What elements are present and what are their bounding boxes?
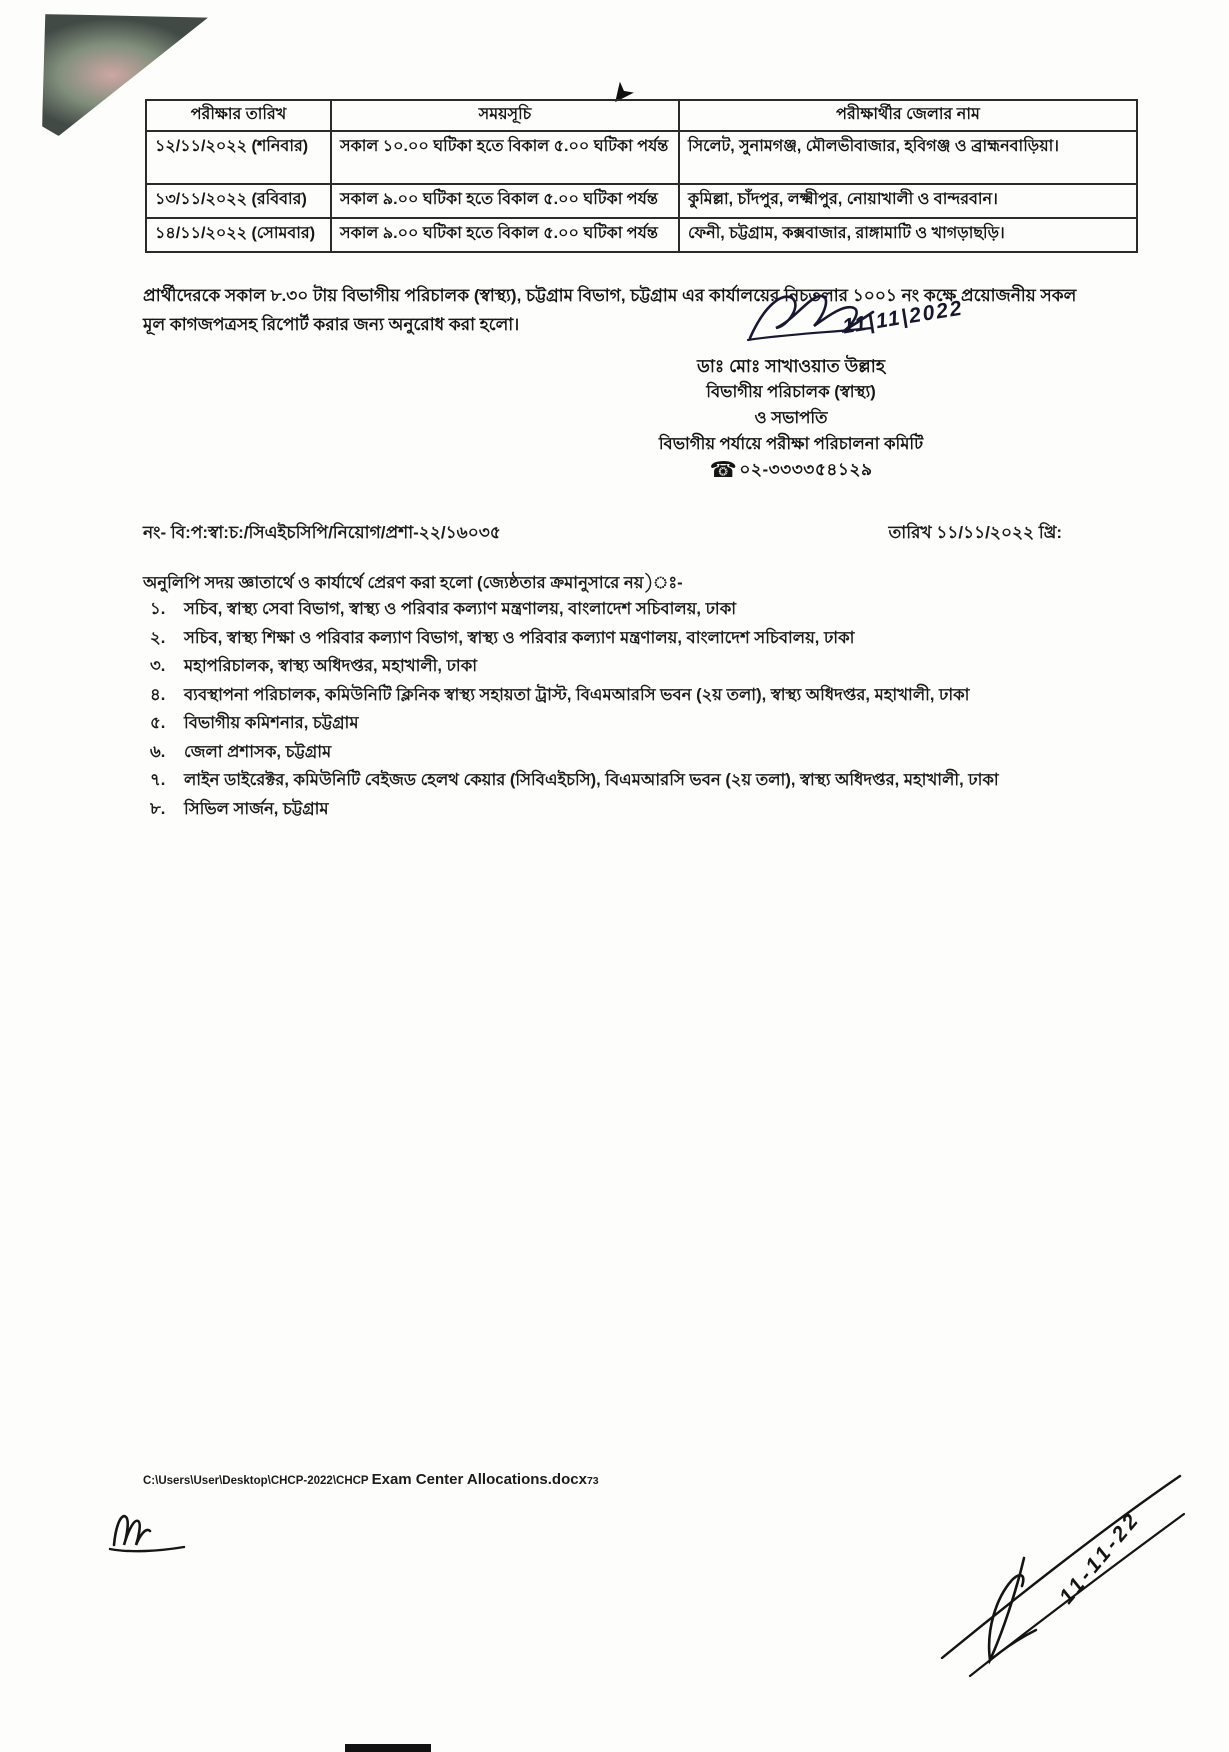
memo-date: তারিখ ১১/১১/২০২২ খ্রি: — [888, 523, 1062, 542]
signatory-title-2: ও সভাপতি — [754, 409, 828, 427]
list-item-number: ২. — [150, 628, 166, 647]
schedule-cell: সকাল ৯.০০ ঘটিকা হতে বিকাল ৫.০০ ঘটিকা পর্যন্ত — [331, 218, 679, 252]
list-item-text: জেলা প্রশাসক, চট্টগ্রাম — [184, 742, 332, 761]
cc-list — [150, 599, 1090, 827]
signatory-title-3: বিভাগীয় পর্যায়ে পরীক্ষা পরিচালনা কমিটি — [658, 435, 924, 453]
initials-scribble — [106, 1505, 216, 1565]
list-item-number: ৩. — [150, 657, 166, 675]
list-item — [150, 770, 1090, 792]
list-item-number: ৫. — [150, 714, 166, 732]
instruction-paragraph: প্রার্থীদেরকে সকাল ৮.৩০ টায় বিভাগীয় পরিচালক (স্বাস্থ্য), চট্টগ্রাম বিভাগ, চট্টগ্রাম এর কার্যালয়ের নিচতলার ১০০১ নং কক্ষে প্রয়োজনীয় সকল মূল কাগজপত্রসহ রিপোর্ট করার জন্য অনুরোধ করা হলো। — [143, 286, 1077, 334]
reference-number: নং- বি:প:স্বা:চ:/সিএইচসিপি/নিয়োগ/প্রশা-২২/১৬০৩৫ — [143, 523, 501, 542]
handwritten-initials — [106, 1505, 216, 1565]
districts-cell: কুমিল্লা, চাঁদপুর, লক্ষ্মীপুর, নোয়াখালী ও বান্দরবান। — [679, 184, 1137, 218]
list-item-text: ব্যবস্থাপনা পরিচালক, কমিউনিটি ক্লিনিক স্বাস্থ্য সহায়তা ট্রাস্ট, বিএমআরসি ভবন (২য় তলা), স্বাস্থ্য অধিদপ্তর, মহাখালী, ঢাকা — [184, 685, 970, 704]
file-path-prefix: C:\Users\User\Desktop\CHCP-2022\CHCP — [143, 1475, 372, 1487]
cc-heading: অনুলিপি সদয় জ্ঞাতার্থে ও কার্যার্থে প্রেরণ করা হলো (জ্যেষ্ঠতার ক্রমানুসারে নয়)ঃ- — [143, 574, 683, 592]
exam-date-cell: ১৩/১১/২০২২ (রবিবার) — [146, 184, 331, 218]
list-item — [150, 656, 1090, 678]
handwritten-date: 11|11|2022 — [840, 296, 966, 339]
list-item-number: ৬. — [150, 742, 166, 761]
schedule-cell: সকাল ৯.০০ ঘটিকা হতে বিকাল ৫.০০ ঘটিকা পর্যন্ত — [331, 184, 679, 218]
file-path-footer — [143, 1471, 599, 1489]
table-row — [146, 184, 1137, 218]
scan-edge-artifact — [345, 1744, 431, 1752]
col-header-district-names: পরীক্ষার্থীর জেলার নাম — [679, 100, 1137, 131]
table-header-row — [146, 100, 1137, 131]
districts-cell: ফেনী, চট্টগ্রাম, কক্সবাজার, রাঙ্গামাটি ও খাগড়াছড়ি। — [679, 218, 1137, 252]
handwritten-date-bottom: 11-11-22 — [1054, 1507, 1146, 1609]
table-row — [146, 131, 1137, 184]
file-path-name: Exam Center Allocations.docx — [371, 1471, 587, 1488]
col-header-schedule: সময়সূচি — [331, 100, 679, 131]
list-item-text: লাইন ডাইরেক্টর, কমিউনিটি বেইজড হেলথ কেয়ার (সিবিএইচসি), বিএমআরসি ভবন (২য় তলা), স্বাস্থ্য অধিদপ্তর, মহাখালী, ঢাকা — [184, 771, 999, 789]
list-item-number: ৭. — [150, 771, 166, 789]
list-item — [150, 599, 1090, 621]
exam-schedule-table — [145, 99, 1138, 253]
signatory-title-1: বিভাগীয় পরিচালক (স্বাস্থ্য) — [706, 383, 876, 401]
list-item — [150, 799, 1090, 821]
list-item-number: ১. — [150, 600, 166, 618]
list-item — [150, 713, 1090, 735]
districts-cell: সিলেট, সুনামগঞ্জ, মৌলভীবাজার, হবিগঞ্জ ও ব্রাহ্মনবাড়িয়া। — [679, 131, 1137, 184]
signatory-block — [615, 356, 967, 486]
exam-date-cell: ১৪/১১/২০২২ (সোমবার) — [146, 218, 331, 252]
handwritten-signature-bottom — [928, 1462, 1188, 1682]
col-header-exam-date: পরীক্ষার তারিখ — [146, 100, 331, 131]
handwritten-signature — [746, 288, 1006, 352]
list-item-number: ৪. — [150, 685, 166, 704]
list-item-text: বিভাগীয় কমিশনার, চট্টগ্রাম — [184, 714, 359, 732]
list-item-number: ৮. — [150, 799, 166, 818]
telephone-icon: ☎ — [709, 457, 738, 482]
list-item-text: সচিব, স্বাস্থ্য শিক্ষা ও পরিবার কল্যাণ বিভাগ, স্বাস্থ্য ও পরিবার কল্যাণ মন্ত্রণালয়, বাংলাদেশ সচিবালয়, ঢাকা — [184, 628, 855, 647]
cursor-arrow-artifact: ➤ — [602, 75, 642, 114]
file-path-suffix: 73 — [586, 1475, 599, 1487]
exam-date-cell: ১২/১১/২০২২ (শনিবার) — [146, 131, 331, 184]
list-item-text: সচিব, স্বাস্থ্য সেবা বিভাগ, স্বাস্থ্য ও পরিবার কল্যাণ মন্ত্রণালয়, বাংলাদেশ সচিবালয়, ঢাকা — [184, 600, 737, 618]
schedule-cell: সকাল ১০.০০ ঘটিকা হতে বিকাল ৫.০০ ঘটিকা পর্যন্ত — [331, 131, 679, 184]
phone-line — [615, 457, 967, 482]
signatory-name: ডাঃ মোঃ সাখাওয়াত উল্লাহ — [696, 356, 886, 376]
list-item — [150, 685, 1090, 707]
phone-number: ০২-৩৩৩৩৫৪১২৯ — [739, 460, 873, 479]
list-item — [150, 742, 1090, 764]
table-row — [146, 218, 1137, 252]
list-item-text: সিভিল সার্জন, চট্টগ্রাম — [184, 799, 329, 818]
signature-bottom-scribble — [928, 1462, 1188, 1682]
list-item-text: মহাপরিচালক, স্বাস্থ্য অধিদপ্তর, মহাখালী, ঢাকা — [184, 657, 478, 675]
list-item — [150, 628, 1090, 650]
